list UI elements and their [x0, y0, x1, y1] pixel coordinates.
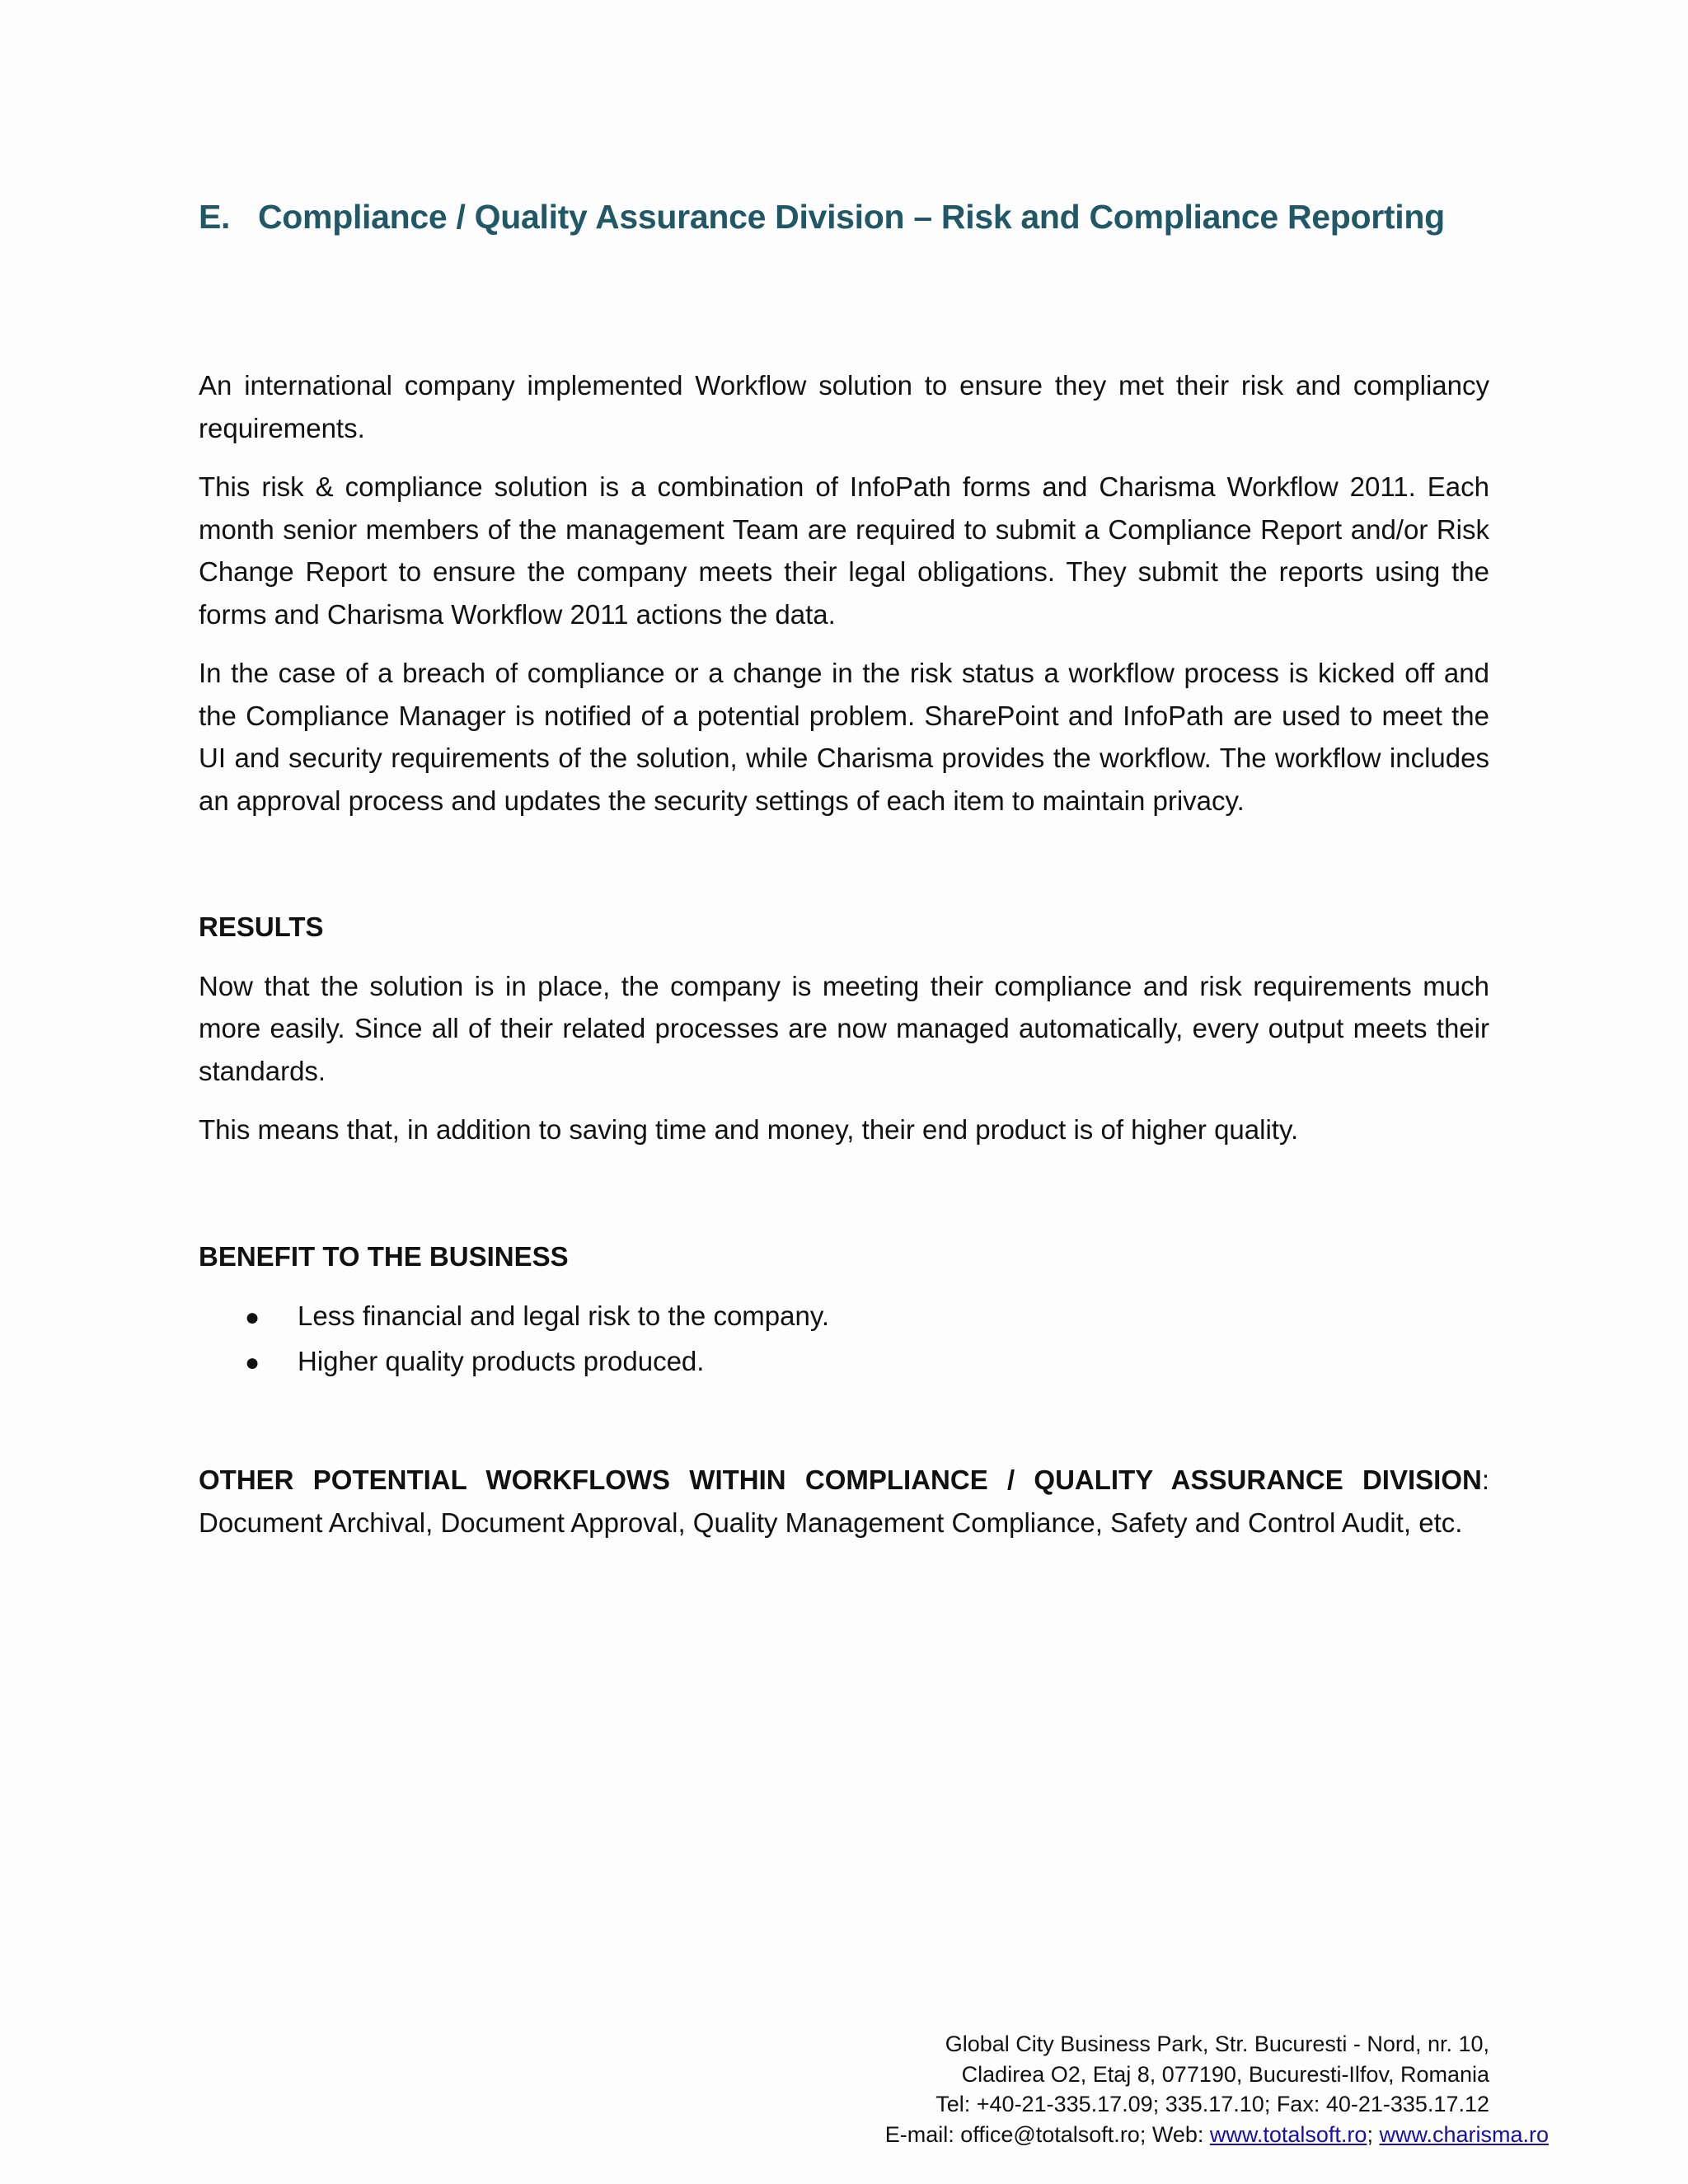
intro-paragraph: An international company implemented Workflow solution to ensure they met their risk and compliancy requirements.	[199, 370, 1489, 443]
footer-contact-line	[885, 2120, 1549, 2150]
results-summary-paragraph: This means that, in addition to saving time and money, their end product is of higher quality.	[199, 1114, 1299, 1145]
list-item-text: Less financial and legal risk to the company.	[298, 1301, 830, 1331]
other-workflows-label: OTHER POTENTIAL WORKFLOWS WITHIN COMPLIANCE / QUALITY ASSURANCE DIVISION	[199, 1465, 1482, 1495]
totalsoft-link[interactable]: www.totalsoft.ro	[1209, 2121, 1367, 2147]
benefit-heading: BENEFIT TO THE BUSINESS	[199, 1240, 569, 1272]
bullet-icon: ●	[245, 1349, 260, 1376]
footer-separator: ;	[1367, 2121, 1380, 2147]
footer-line-1: Global City Business Park, Str. Bucuresti - Nord, nr. 10,	[945, 2032, 1489, 2056]
charisma-link[interactable]: www.charisma.ro	[1379, 2121, 1549, 2147]
section-title: Compliance / Quality Assurance Division – Risk and Compliance Reporting	[258, 198, 1445, 236]
results-heading: RESULTS	[199, 912, 324, 942]
footer-address	[884, 2029, 1549, 2149]
footer-line-3: Tel: +40-21-335.17.09; 335.17.10; Fax: 40-21-335.17.12	[935, 2092, 1489, 2116]
list-item-text: Higher quality products produced.	[298, 1346, 705, 1376]
section-heading	[199, 198, 1489, 237]
solution-paragraph: This risk & compliance solution is a combination of InfoPath forms and Charisma Workflow 2011. Each month senior members of the management Team are required to submit a Compliance Report and/or Risk Change Report to ensure the company meets their legal obligations. They submit the reports using the forms and Charisma Workflow 2011 actions the data.	[199, 471, 1489, 630]
bullet-icon: ●	[245, 1304, 260, 1331]
footer-email: E-mail: office@totalsoft.ro; Web:	[884, 2121, 1210, 2147]
document-content	[199, 198, 1489, 1560]
other-workflows-paragraph	[199, 1459, 1489, 1544]
benefit-list	[199, 1294, 1489, 1385]
other-workflows-text: : Document Archival, Document Approval, Quality Management Compliance, Safety and Control Audit, etc.	[199, 1465, 1489, 1538]
list-item	[199, 1294, 1489, 1339]
footer-line-2: Cladirea O2, Etaj 8, 077190, Bucuresti-Ilfov, Romania	[961, 2061, 1489, 2087]
list-item	[199, 1339, 1489, 1385]
section-letter: E.	[199, 198, 231, 236]
results-paragraph: Now that the solution is in place, the company is meeting their compliance and risk requirements much more easily. Since all of their related processes are now managed automatically, every output meets their standards.	[199, 970, 1489, 1086]
workflow-paragraph: In the case of a breach of compliance or a change in the risk status a workflow process is kicked off and the Compliance Manager is notified of a potential problem. SharePoint and InfoPath are used to meet the UI and security requirements of the solution, while Charisma provides the workflow. The workflow includes an approval process and updates the security settings of each item to maintain privacy.	[199, 658, 1489, 816]
